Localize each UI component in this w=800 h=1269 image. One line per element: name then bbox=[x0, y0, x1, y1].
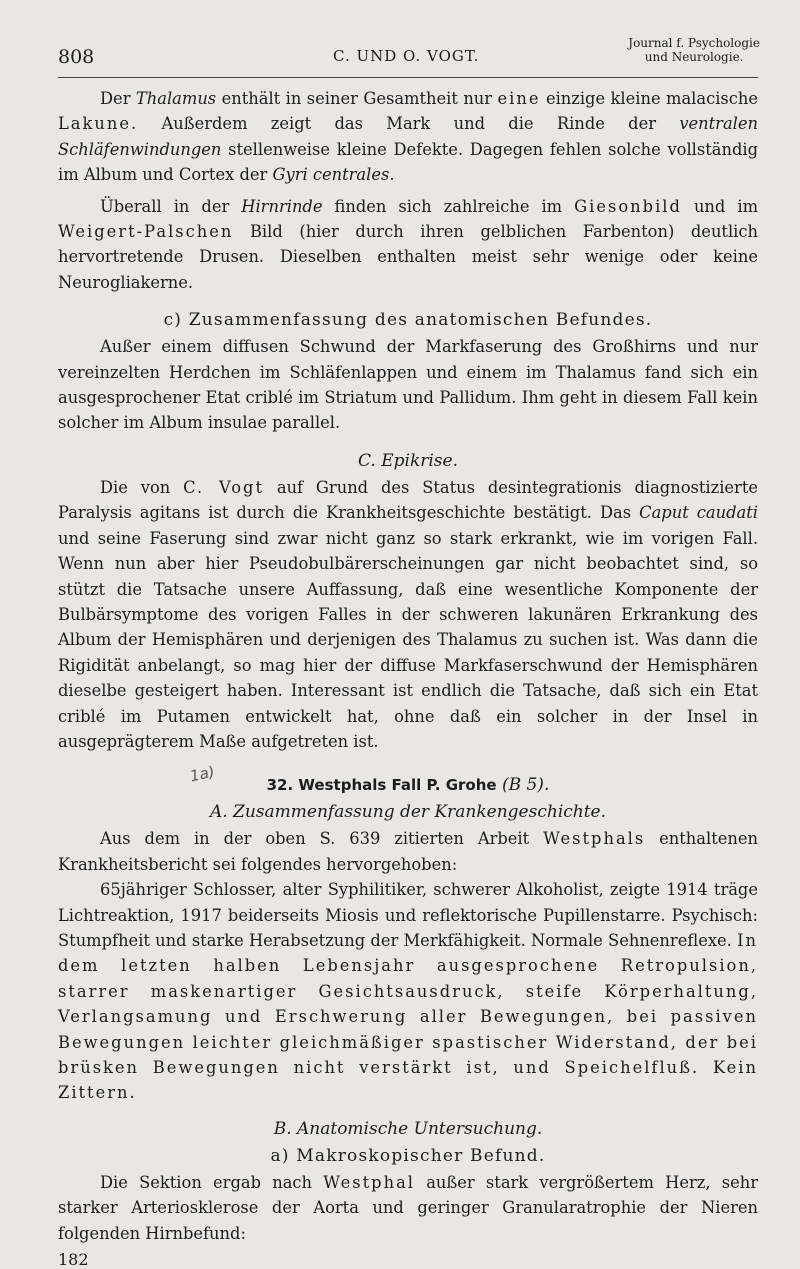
page-number: 808 bbox=[58, 46, 95, 68]
paragraph-thalamus: Der Thalamus enthält in seiner Gesamtheit nur eine einzige kleine malacische Lakune. Außerdem zeigt das Mark und die Rinde der ventralen Schläfenwindungen stellenweise kleine Defekte. Dagegen fehlen solche vollständig im Album und Cortex der Gyri centrales. bbox=[58, 89, 759, 185]
paragraph-case-history: 65jähriger Schlosser, alter Syphilitiker, schwerer Alkoholist, zeigte 1914 träge Lichtreaktion, 1917 beiderseits Miosis und reflektorische Pupillenstarre. Psychisch: Stumpfheit und starke Herabsetzung der Merkfähigkeit. Normale Sehnenreflexe. In dem letzten halben Lebensjahr ausgesprochene Retropulsion, starrer maskenartiger Gesichtsausdruck, steife Körperhaltung, Verlangsamung und Erschwerung aller Bewegungen, bei passiven Bewegungen leichter gleichmäßiger spastischer Widerstand, der bei brüsken Bewegungen nicht verstärkt ist, und Speichelfluß. Kein Zittern. bbox=[58, 880, 758, 1103]
signature-mark: 182 bbox=[58, 1250, 89, 1269]
section-heading-makroskopisch: a) Makroskopischer Befund. bbox=[270, 1145, 546, 1166]
section-heading-krankengeschichte: A. Zusammenfassung der Krankengeschichte. bbox=[209, 802, 607, 823]
page-header bbox=[58, 36, 760, 80]
paragraph-epikrise: Die von C. Vogt auf Grund des Status desintegrationis diagnostizierte Paralysis agitans ist durch die Krankheitsgeschichte bestätigt. Das Caput caudati und seine Faserung sind zwar nicht ganz so stark erkrankt, wie im vorigen Fall. Wenn nun aber hier Pseudobulbärerscheinungen gar nicht beobachtet sind, so stützt die Tatsache unsere Auffassung, daß eine wesentliche Komponente der Bulbärsymptome des vorigen Falles in der schweren lakunären Erkrankung des Album der Hemisphären und derjenigen des Thalamus zu suchen ist. Was dann die Rigidität anbelangt, so mag hier der diffuse Markfaserschwund der Hemisphären dieselbe gesteigert haben. Interessant ist endlich die Tatsache, daß sich ein Etat criblé im Putamen entwickelt hat, ohne daß ein solcher in der Insel in ausgeprägterem Maße aufgetreten ist. bbox=[58, 477, 759, 751]
page-body bbox=[58, 86, 758, 1269]
section-heading-epikrise: C. Epikrise. bbox=[358, 450, 458, 471]
paragraph-summary: Außer einem diffusen Schwund der Markfaserung des Großhirns und nur vereinzelten Herdchen im Schläfenlappen und einem im Thalamus fand sich ein ausgesprochener Etat criblé im Striatum und Pallidum. Ihm geht in diesem Fall kein solcher im Album insulae parallel. bbox=[58, 337, 758, 433]
journal-line-1: Journal f. Psychologie bbox=[628, 36, 760, 50]
paragraph-krankheitsbericht: Aus dem in der oben S. 639 zitierten Arbeit Westphals enthaltenen Krankheitsbericht sei folgendes hervorgehoben: bbox=[58, 829, 758, 874]
journal-name bbox=[628, 36, 760, 64]
paragraph-sektion: Die Sektion ergab nach Westphal außer stark vergrößertem Herz, sehr starker Arteriosklerose der Aorta und geringer Granularatrophie der Nieren folgenden Hirnbefund: bbox=[58, 1172, 758, 1243]
running-head: C. UND O. VOGT. bbox=[333, 47, 480, 65]
header-rule bbox=[58, 77, 758, 78]
paragraph-hirnrinde: Überall in der Hirnrinde finden sich zahlreiche im Giesonbild und im Weigert-Palschen Bild (hier durch ihren gelblichen Farbenton) deutlich hervortretende Drusen. Dieselben enthalten meist sehr wenige oder keine Neurogliakerne. bbox=[58, 196, 759, 292]
journal-line-2: und Neurologie. bbox=[644, 50, 744, 64]
case-heading: 32. Westphals Fall P. Grohe (B 5). bbox=[266, 775, 550, 796]
section-heading-anatomische-untersuchung: B. Anatomische Untersuchung. bbox=[273, 1118, 543, 1139]
handwritten-annotation: 1a) bbox=[188, 762, 217, 786]
section-heading-zusammenfassung: c) Zusammenfassung des anatomischen Befundes. bbox=[163, 310, 653, 331]
